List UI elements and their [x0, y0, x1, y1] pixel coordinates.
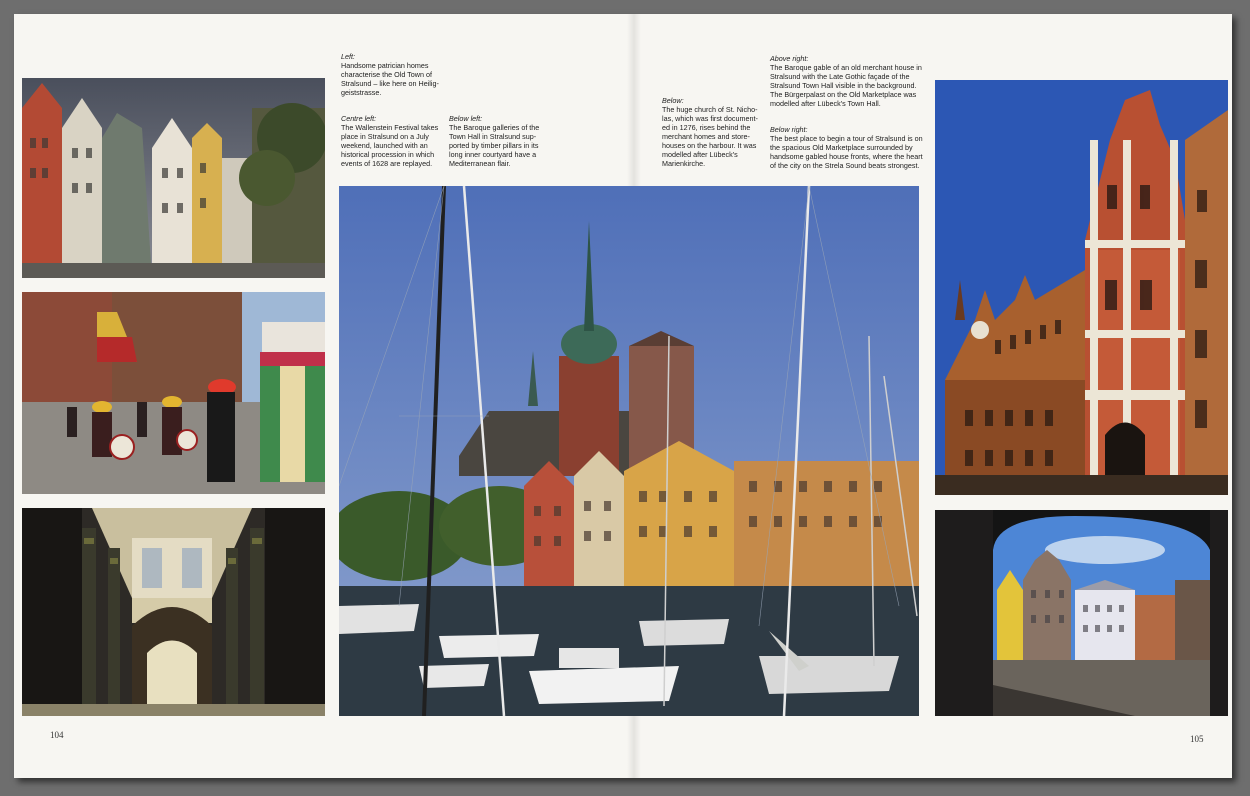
- caption-above-right-heading: Above right:: [770, 54, 809, 63]
- caption-centre-left-heading: Centre left:: [341, 114, 377, 123]
- caption-below-body: The huge church of St. Nicho-las, which was first document-ed in 1276, rises behind the merchant homes and store-houses on the harbour. It was modelled after Lübeck's Marienkirche.: [662, 105, 758, 168]
- caption-below-right-body: The best place to begin a tour of Stralsund is on the spacious Old Marketplace surrounded by handsome gabled house fronts, where the heart of the city on the Strela Sound beats strongest.: [770, 134, 923, 170]
- caption-below-left-heading: Below left:: [449, 114, 483, 123]
- caption-above-right: [770, 54, 925, 112]
- caption-below-left-body: The Baroque galleries of the Town Hall in Stralsund sup-ported by timber pillars in its long inner courtyard have a Mediterranean flair.: [449, 123, 540, 168]
- photo-patrician-homes: [22, 78, 325, 278]
- caption-left: [341, 52, 441, 101]
- caption-centre-left-body: The Wallenstein Festival takes place in Stralsund on a July weekend, launched with an historical procession in which events of 1628 are replayed.: [341, 123, 439, 168]
- page-number-left: 104: [50, 730, 64, 740]
- photo-wallenstein-festival: [22, 292, 325, 494]
- page-number-right: 105: [1190, 734, 1204, 744]
- caption-left-body: Handsome patrician homes characterise the Old Town of Stralsund – like here on Heilig-geiststrasse.: [341, 61, 439, 97]
- caption-below-heading: Below:: [662, 96, 684, 105]
- photo-old-marketplace: [935, 510, 1228, 716]
- photo-st-nicholas-harbour: [339, 186, 919, 716]
- caption-left-heading: Left:: [341, 52, 355, 61]
- caption-below-right-heading: Below right:: [770, 125, 808, 134]
- book-spread: [14, 14, 1232, 778]
- photo-baroque-gable-town-hall: [935, 80, 1228, 495]
- caption-below-right: [770, 125, 925, 174]
- caption-below-left: [449, 114, 549, 172]
- photo-town-hall-galleries: [22, 508, 325, 716]
- caption-above-right-body: The Baroque gable of an old merchant house in Stralsund with the Late Gothic façade of the Stralsund Town Hall visible in the background. The Bürgerpalast on the Old Marketplace was modelled after Lübeck's Town Hall.: [770, 63, 922, 108]
- caption-below: [662, 96, 762, 172]
- caption-centre-left: [341, 114, 441, 172]
